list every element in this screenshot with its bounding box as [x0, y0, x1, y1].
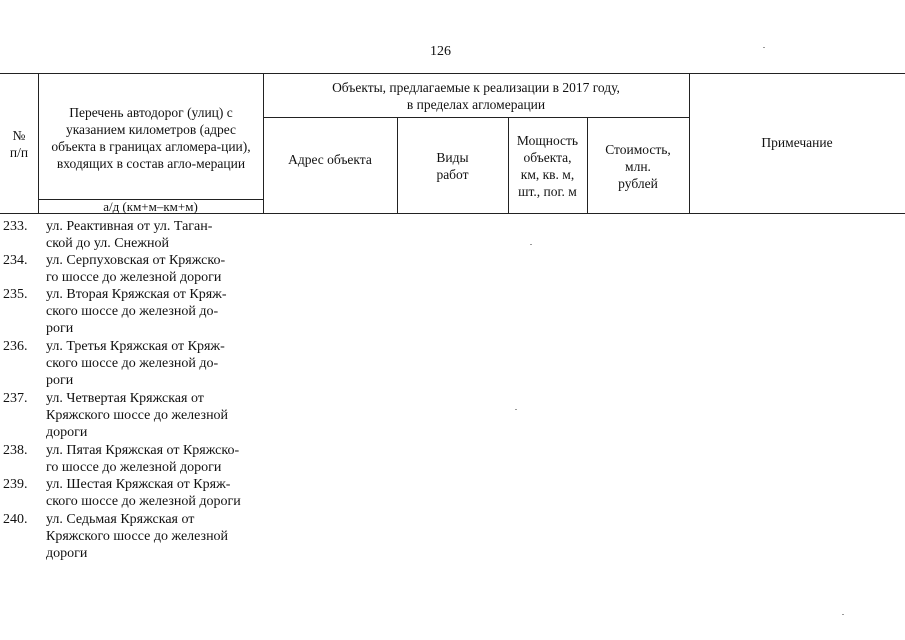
rule [38, 73, 39, 214]
header-work: Виды работ [436, 150, 469, 182]
row-text: ул. Четвертая Кряжская от Кряжского шоссе до железной дороги [46, 391, 229, 440]
scan-speck [842, 614, 844, 615]
row-number: 237. [3, 391, 28, 406]
row-number: 234. [3, 253, 28, 268]
row-text: ул. Шестая Кряжская от Кряж- ского шоссе до железной дороги [46, 477, 241, 509]
header-group: Объекты, предлагаемые к реализации в 2017 году, в пределах агломерации [332, 79, 620, 112]
row-text: ул. Реактивная от ул. Таган- ской до ул. Снежной [46, 219, 213, 251]
row-text: ул. Серпуховская от Кряжско- го шоссе до железной дороги [46, 253, 226, 285]
header-capacity: Мощность объекта, км, кв. м, шт., пог. м [516, 133, 579, 199]
header-note: Примечание [761, 134, 833, 150]
header-cost: Стоимость, млн. рублей [605, 141, 671, 191]
row-number: 240. [3, 512, 28, 527]
scan-speck [515, 409, 517, 410]
header-roads-units: а/д (км+м–км+м) [103, 198, 198, 214]
row-number: 235. [3, 287, 28, 302]
row-number: 239. [3, 477, 28, 492]
row-number: 233. [3, 219, 28, 234]
row-text: ул. Третья Кряжская от Кряж- ского шоссе до железной до- роги [46, 339, 225, 388]
scan-speck [763, 47, 765, 48]
row-number: 236. [3, 339, 28, 354]
header-num: № п/п [9, 127, 29, 160]
row-text: ул. Пятая Кряжская от Кряжско- го шоссе до железной дороги [46, 443, 240, 475]
row-number: 238. [3, 443, 28, 458]
scan-speck [530, 244, 532, 245]
page-number: 126 [430, 44, 451, 59]
header-roads: Перечень автодорог (улиц) с указанием километров (адрес объекта в границах агломера-ции), входящих в состав агло-мерации [51, 105, 251, 171]
row-text: ул. Седьмая Кряжская от Кряжского шоссе до железной дороги [46, 512, 229, 561]
header-address: Адрес объекта [288, 151, 372, 167]
row-text: ул. Вторая Кряжская от Кряж- ского шоссе до железной до- роги [46, 287, 227, 336]
